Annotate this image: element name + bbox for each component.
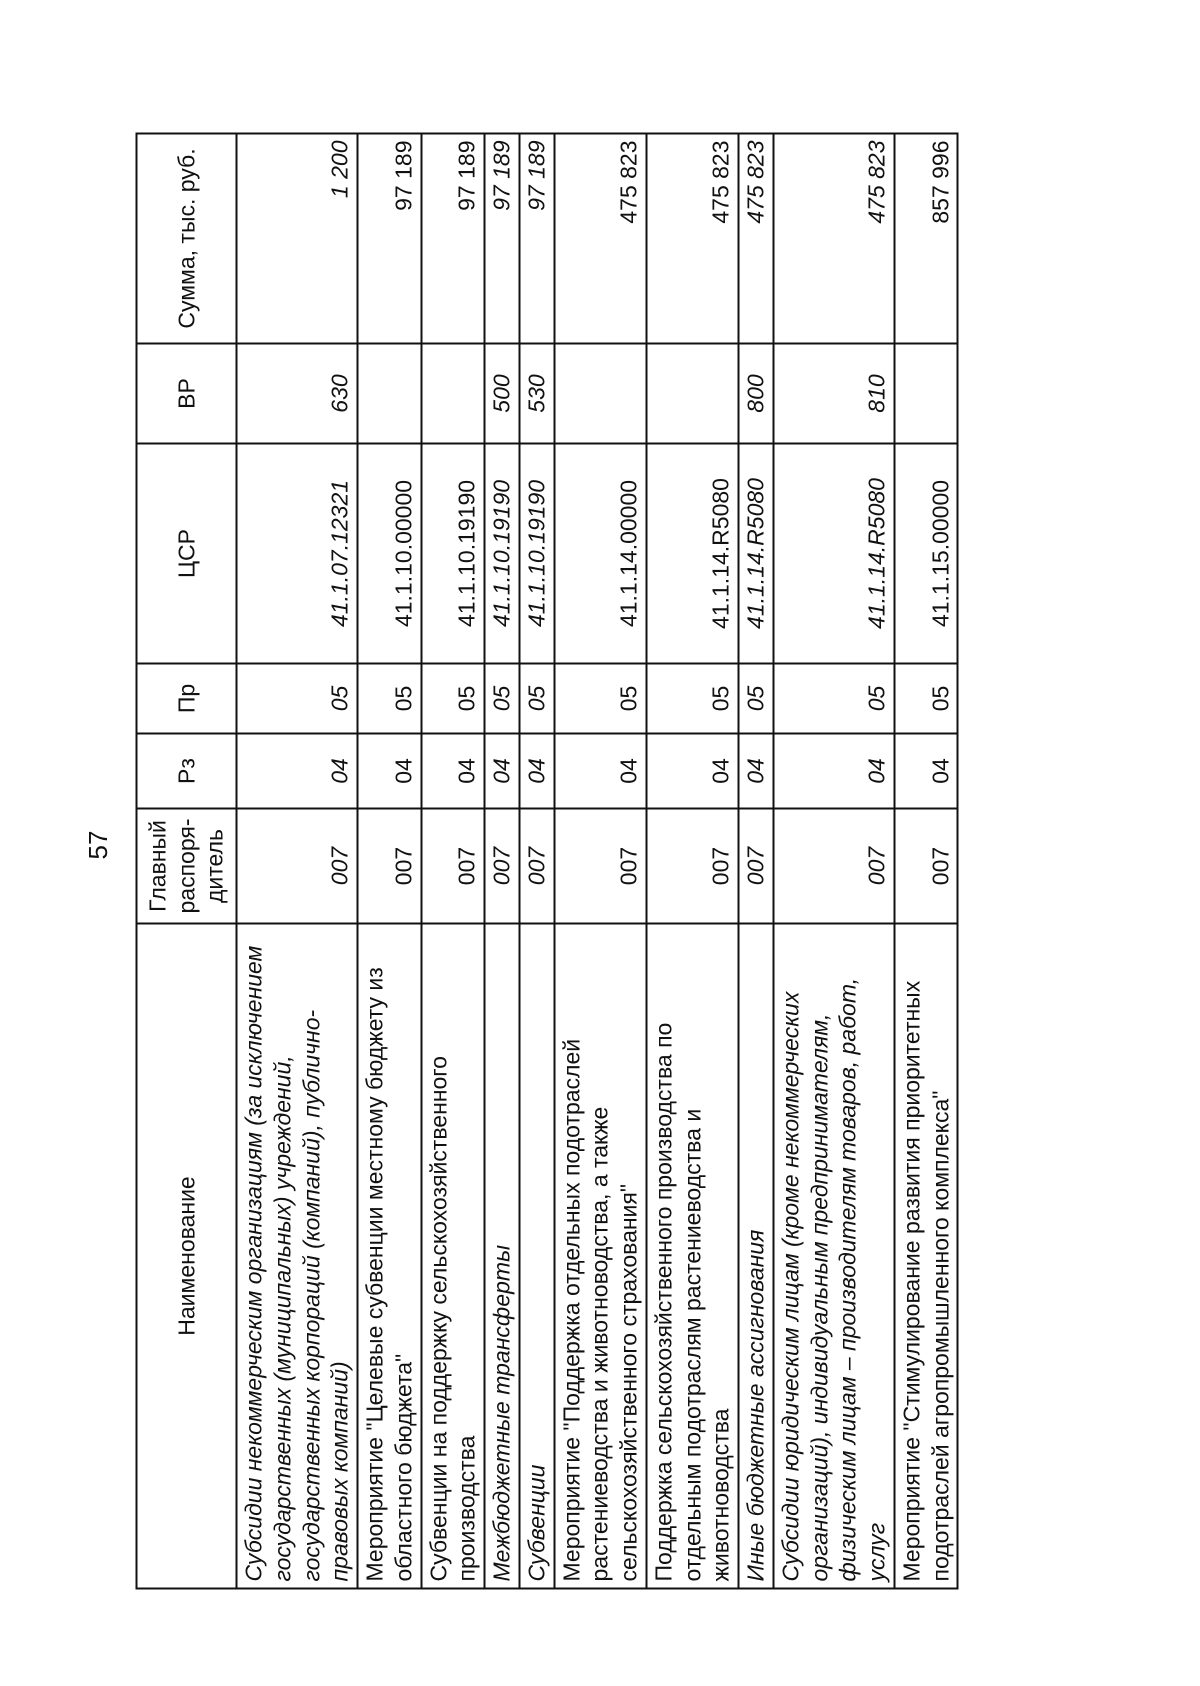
table-row (236, 134, 357, 1589)
cell-target-article: 41.1.14.R5080 (773, 444, 894, 664)
cell-main-manager: 007 (646, 809, 738, 924)
cell-amount: 475 823 (738, 134, 773, 344)
cell-main-manager: 007 (236, 809, 357, 924)
table-container (135, 135, 953, 1590)
cell-subsection: 05 (236, 664, 357, 734)
cell-subsection: 05 (646, 664, 738, 734)
cell-expense-type: 500 (484, 344, 519, 444)
cell-section: 04 (421, 734, 485, 809)
cell-name: Межбюджетные трансферты (484, 924, 519, 1589)
cell-name: Субвенции на поддержку сельскохозяйственного производства (421, 924, 485, 1589)
table-row (484, 134, 519, 1589)
table-row (357, 134, 421, 1589)
cell-target-article: 41.1.10.19190 (519, 444, 554, 664)
cell-section: 04 (738, 734, 773, 809)
cell-main-manager: 007 (357, 809, 421, 924)
cell-target-article: 41.1.10.19190 (421, 444, 485, 664)
cell-target-article: 41.1.14.R5080 (738, 444, 773, 664)
cell-expense-type: 810 (773, 344, 894, 444)
table-row (894, 134, 958, 1589)
cell-target-article: 41.1.14.00000 (554, 444, 646, 664)
cell-subsection: 05 (894, 664, 958, 734)
table-header-row (136, 134, 236, 1589)
cell-subsection: 05 (484, 664, 519, 734)
cell-expense-type: 630 (236, 344, 357, 444)
cell-name: Иные бюджетные ассигнования (738, 924, 773, 1589)
cell-main-manager: 007 (421, 809, 485, 924)
table-row (421, 134, 485, 1589)
cell-expense-type (357, 344, 421, 444)
cell-main-manager: 007 (484, 809, 519, 924)
cell-main-manager: 007 (519, 809, 554, 924)
cell-subsection: 05 (773, 664, 894, 734)
header-expense-type: ВР (136, 344, 236, 444)
cell-target-article: 41.1.07.12321 (236, 444, 357, 664)
cell-section: 04 (484, 734, 519, 809)
cell-section: 04 (773, 734, 894, 809)
cell-amount: 857 996 (894, 134, 958, 344)
table-row (646, 134, 738, 1589)
cell-amount: 1 200 (236, 134, 357, 344)
cell-amount: 475 823 (646, 134, 738, 344)
cell-expense-type (554, 344, 646, 444)
table-row (773, 134, 894, 1589)
cell-name: Мероприятие "Поддержка отдельных подотраслей растениеводства и животноводства, а также сельскохозяйственного страхования" (554, 924, 646, 1589)
cell-amount: 97 189 (421, 134, 485, 344)
cell-name: Мероприятие "Стимулирование развития приоритетных подотраслей агропромышленного комплекса" (894, 924, 958, 1589)
cell-section: 04 (554, 734, 646, 809)
cell-main-manager: 007 (894, 809, 958, 924)
cell-main-manager: 007 (554, 809, 646, 924)
cell-expense-type: 530 (519, 344, 554, 444)
cell-target-article: 41.1.14.R5080 (646, 444, 738, 664)
header-amount: Сумма, тыс. руб. (136, 134, 236, 344)
cell-expense-type (646, 344, 738, 444)
cell-target-article: 41.1.15.00000 (894, 444, 958, 664)
cell-name: Субвенции (519, 924, 554, 1589)
cell-target-article: 41.1.10.00000 (357, 444, 421, 664)
cell-expense-type (894, 344, 958, 444)
cell-name: Мероприятие "Целевые субвенции местному бюджету из областного бюджета" (357, 924, 421, 1589)
cell-subsection: 05 (738, 664, 773, 734)
table-row (519, 134, 554, 1589)
cell-subsection: 05 (357, 664, 421, 734)
header-name: Наименование (136, 924, 236, 1589)
cell-section: 04 (646, 734, 738, 809)
budget-table (135, 133, 958, 1590)
cell-section: 04 (357, 734, 421, 809)
cell-amount: 97 189 (519, 134, 554, 344)
cell-expense-type (421, 344, 485, 444)
header-subsection: Пр (136, 664, 236, 734)
cell-name: Субсидии некоммерческим организациям (за исключением государственных (муниципальных) учреждений, государственных корпораций (компаний), публично-правовых компаний) (236, 924, 357, 1589)
header-main-manager: Главный распоря- дитель (136, 809, 236, 924)
cell-amount: 97 189 (357, 134, 421, 344)
cell-name: Субсидии юридическим лицам (кроме некоммерческих организаций), индивидуальным предпринимателям, физическим лицам – производителям товаров, работ, услуг (773, 924, 894, 1589)
header-section: Рз (136, 734, 236, 809)
cell-expense-type: 800 (738, 344, 773, 444)
table-row (554, 134, 646, 1589)
cell-name: Поддержка сельскохозяйственного производства по отдельным подотраслям растениеводства и животноводства (646, 924, 738, 1589)
cell-section: 04 (519, 734, 554, 809)
cell-main-manager: 007 (773, 809, 894, 924)
cell-main-manager: 007 (738, 809, 773, 924)
header-target-article: ЦСР (136, 444, 236, 664)
page-number: 57 (83, 830, 113, 860)
cell-section: 04 (894, 734, 958, 809)
cell-subsection: 05 (519, 664, 554, 734)
cell-target-article: 41.1.10.19190 (484, 444, 519, 664)
cell-amount: 475 823 (773, 134, 894, 344)
cell-amount: 475 823 (554, 134, 646, 344)
table-row (738, 134, 773, 1589)
cell-subsection: 05 (421, 664, 485, 734)
cell-section: 04 (236, 734, 357, 809)
cell-amount: 97 189 (484, 134, 519, 344)
cell-subsection: 05 (554, 664, 646, 734)
